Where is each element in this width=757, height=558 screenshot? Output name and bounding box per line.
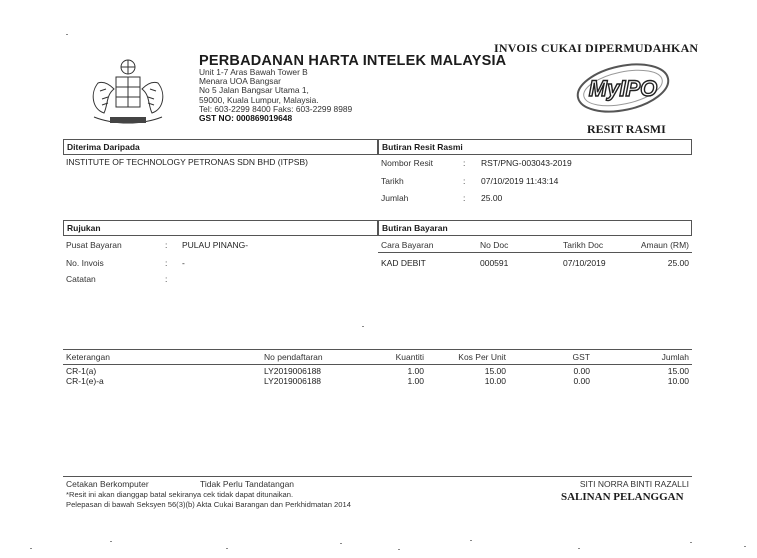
receipt-number-value: RST/PNG-003043-2019 (481, 158, 572, 168)
phone-fax-line: Tel: 603-2299 8400 Faks: 603-2299 8989 (199, 103, 353, 114)
table-row-gst: 0.00 (573, 376, 590, 386)
payment-header-divider (378, 252, 692, 253)
scan-speck (226, 548, 228, 549)
computer-print-note: Cetakan Berkomputer (66, 479, 149, 489)
payment-center-label: Pusat Bayaran (66, 240, 122, 250)
scan-speck (30, 548, 32, 549)
myipo-logo (573, 58, 675, 118)
table-row-total: 10.00 (667, 376, 689, 386)
gst-number: GST NO: 000869019648 (199, 113, 293, 124)
official-receipt-label: RESIT RASMI (587, 122, 666, 136)
date-value: 07/10/2019 11:43:14 (481, 176, 559, 186)
items-col-description: Keterangan (66, 352, 110, 362)
scan-speck (690, 542, 692, 543)
table-row-desc: CR-1(e)-a (66, 376, 104, 386)
organization-name: PERBADANAN HARTA INTELEK MALAYSIA (199, 53, 507, 69)
table-row-regno: LY2019006188 (264, 366, 322, 376)
scan-speck (744, 546, 746, 547)
payment-docno-value: 000591 (480, 258, 509, 268)
remarks-label: Catatan (66, 274, 96, 284)
address-line: Menara UOA Bangsar (199, 76, 281, 87)
table-row-gst: 0.00 (573, 366, 590, 376)
organization-address (199, 68, 352, 123)
payment-col-amount: Amaun (RM) (640, 240, 689, 250)
payment-col-docno: No Doc (480, 240, 509, 250)
separator: : (165, 240, 168, 250)
total-label: Jumlah (381, 193, 409, 203)
reference-header: Rujukan (63, 220, 378, 236)
scan-speck (362, 326, 364, 327)
items-col-unitcost: Kos Per Unit (458, 352, 506, 362)
total-value: 25.00 (481, 193, 503, 203)
scan-speck (66, 34, 68, 35)
separator: : (165, 274, 168, 284)
items-col-total: Jumlah (661, 352, 689, 362)
items-col-qty: Kuantiti (395, 352, 424, 362)
table-row-total: 15.00 (667, 366, 689, 376)
receipt-number-label: Nombor Resit (381, 158, 433, 168)
document-type-title: INVOIS CUKAI DIPERMUDAHKAN (494, 41, 699, 55)
payment-center-value: PULAU PINANG- (182, 240, 249, 250)
gst-exemption-note: Pelepasan di bawah Seksyen 56(3)(b) Akta Cukai Barangan dan Perkhidmatan 2014 (66, 500, 351, 509)
payment-method-value: KAD DEBIT (381, 258, 426, 268)
scan-speck (470, 540, 472, 541)
scan-speck (398, 549, 400, 550)
address-line: 59000, Kuala Lumpur, Malaysia. (199, 94, 319, 105)
payment-docdate-value: 07/10/2019 (563, 258, 606, 268)
table-row-unitcost: 10.00 (484, 376, 506, 386)
invoice-number-label: No. Invois (66, 258, 104, 268)
separator: : (463, 176, 466, 186)
payer-name: INSTITUTE OF TECHNOLOGY PETRONAS SDN BHD (ITPSB) (66, 157, 308, 167)
table-row-desc: CR-1(a) (66, 366, 97, 376)
scan-speck (110, 541, 112, 542)
address-line: No 5 Jalan Bangsar Utama 1, (199, 85, 309, 96)
table-row-qty: 1.00 (407, 366, 424, 376)
received-from-header: Diterima Daripada (63, 139, 378, 155)
table-row-unitcost: 15.00 (484, 366, 506, 376)
officer-name: SITI NORRA BINTI RAZALLI (579, 479, 689, 489)
payment-amount-value: 25.00 (667, 258, 689, 268)
payment-details-header: Butiran Bayaran (378, 220, 692, 236)
separator: : (463, 193, 466, 203)
footer-rule (63, 476, 692, 477)
table-row-qty: 1.00 (407, 376, 424, 386)
items-header-rule (63, 364, 692, 365)
scan-speck (340, 543, 342, 544)
receipt-details-header: Butiran Resit Rasmi (378, 139, 692, 155)
payment-col-docdate: Tarikh Doc (563, 240, 604, 250)
separator: : (165, 258, 168, 268)
invoice-number-value: - (182, 258, 185, 268)
items-col-gst: GST (572, 352, 590, 362)
items-top-rule (63, 349, 692, 350)
payment-col-method: Cara Bayaran (381, 240, 434, 250)
separator: : (463, 158, 466, 168)
address-line: Unit 1-7 Aras Bawah Tower B (199, 67, 308, 77)
date-label: Tarikh (381, 176, 404, 186)
coat-of-arms-logo (84, 55, 172, 131)
table-row-regno: LY2019006188 (264, 376, 322, 386)
logo-text: MyIPO (588, 76, 658, 101)
scan-speck (578, 548, 580, 549)
void-cheque-note: *Resit ini akan dianggap batal sekiranya cek tidak dapat ditunaikan. (66, 490, 294, 499)
customer-copy-label: SALINAN PELANGGAN (561, 491, 684, 503)
items-col-regno: No pendaftaran (264, 352, 323, 362)
no-signature-note: Tidak Perlu Tandatangan (200, 479, 295, 489)
